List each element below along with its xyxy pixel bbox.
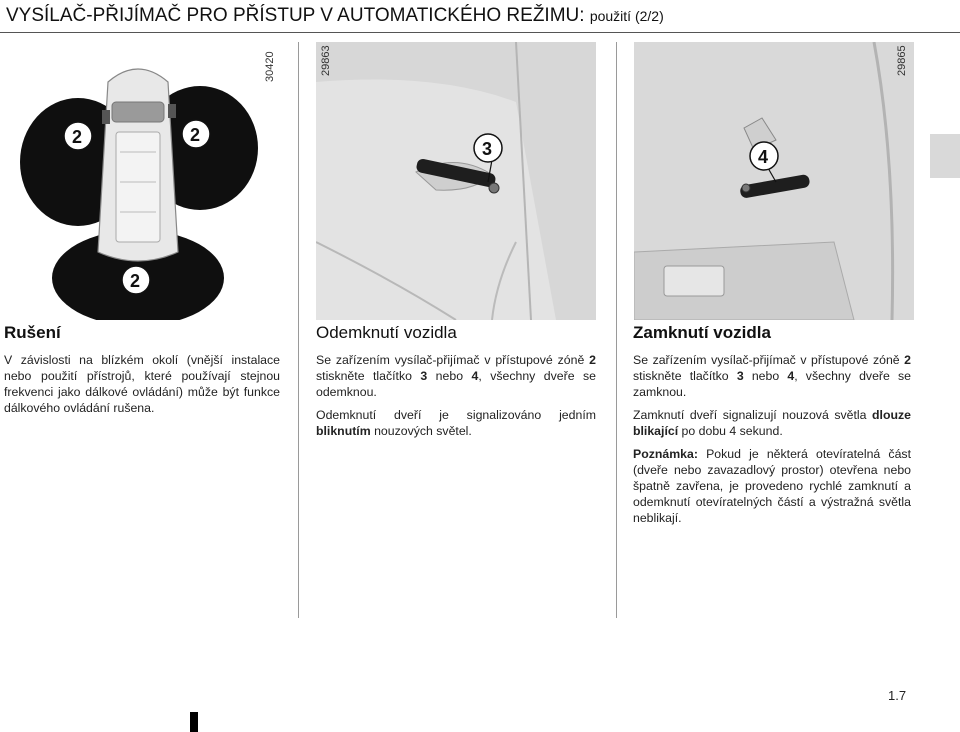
title-main: VYSÍLAČ-PŘIJÍMAČ PRO PŘÍSTUP V AUTOMATICKÉHO REŽIMU: — [6, 5, 585, 26]
svg-text:3: 3 — [482, 139, 493, 159]
paragraph-unlock-procedure: Se zařízením vysílač-přijímač v přístupové zóně 2 stiskněte tlačítko 3 nebo 4, všechny dveře se odemknou. — [316, 353, 596, 399]
callout-4 — [750, 142, 778, 170]
figure-door-handle-lock — [634, 42, 914, 320]
paragraph-note: Poznámka: Pokud je některá otevíratelná část (dveře nebo zavazadlový prostor) otevřena nebo špatně zavřena, je provedeno rychlé zamknutí a odemknutí otevíratelných částí a výstražná světla neblikají. — [633, 447, 911, 525]
section-unlock — [316, 322, 596, 446]
rear-handle-illustration — [634, 42, 914, 320]
callout-3 — [474, 134, 502, 162]
page-title — [6, 4, 946, 28]
callout-2-rear — [122, 266, 150, 294]
paragraph-lock-procedure: Se zařízením vysílač-přijímač v přístupové zóně 2 stiskněte tlačítko 3 nebo 4, všechny dveře se zamknou. — [633, 353, 911, 399]
door-handle-illustration — [316, 42, 596, 320]
section-tab — [930, 134, 960, 178]
heading-interference: Rušení — [4, 323, 61, 342]
title-rule — [0, 32, 960, 33]
svg-text:4: 4 — [758, 147, 769, 167]
column-divider — [616, 42, 617, 618]
svg-text:2: 2 — [190, 125, 201, 145]
section-lock — [633, 322, 911, 533]
svg-text:2: 2 — [130, 271, 141, 291]
paragraph-interference: V závislosti na blízkém okolí (vnější instalace nebo použití přístrojů, které používají stejnou frekvenci jako dálkové ovládání) může být funkce dálkového ovládání rušena. — [4, 353, 280, 415]
van-body — [98, 69, 178, 261]
figure-reference-number: 29865 — [896, 45, 908, 76]
figure-van-top-view — [20, 42, 280, 320]
paragraph-unlock-signal: Odemknutí dveří je signalizováno jedním bliknutím nouzových světel. — [316, 408, 596, 438]
section-interference — [4, 322, 280, 423]
heading-lock: Zamknutí vozidla — [633, 323, 771, 342]
callout-2-right — [182, 120, 210, 148]
svg-text:2: 2 — [72, 127, 83, 147]
figure-reference-number: 30420 — [264, 51, 276, 82]
page-number: 1.7 — [888, 688, 907, 703]
figure-door-handle-unlock — [316, 42, 596, 320]
callout-2-left — [64, 122, 92, 150]
print-marker — [190, 712, 198, 732]
title-subtitle: použití (2/2) — [589, 8, 664, 24]
heading-unlock: Odemknutí vozidla — [316, 323, 457, 342]
figure-reference-number: 29863 — [320, 45, 332, 76]
note-label: Poznámka: — [633, 447, 698, 461]
van-top-view-illustration — [20, 42, 280, 320]
column-divider — [298, 42, 299, 618]
paragraph-lock-signal: Zamknutí dveří signalizují nouzová světla dlouze blikající po dobu 4 sekund. — [633, 408, 911, 438]
